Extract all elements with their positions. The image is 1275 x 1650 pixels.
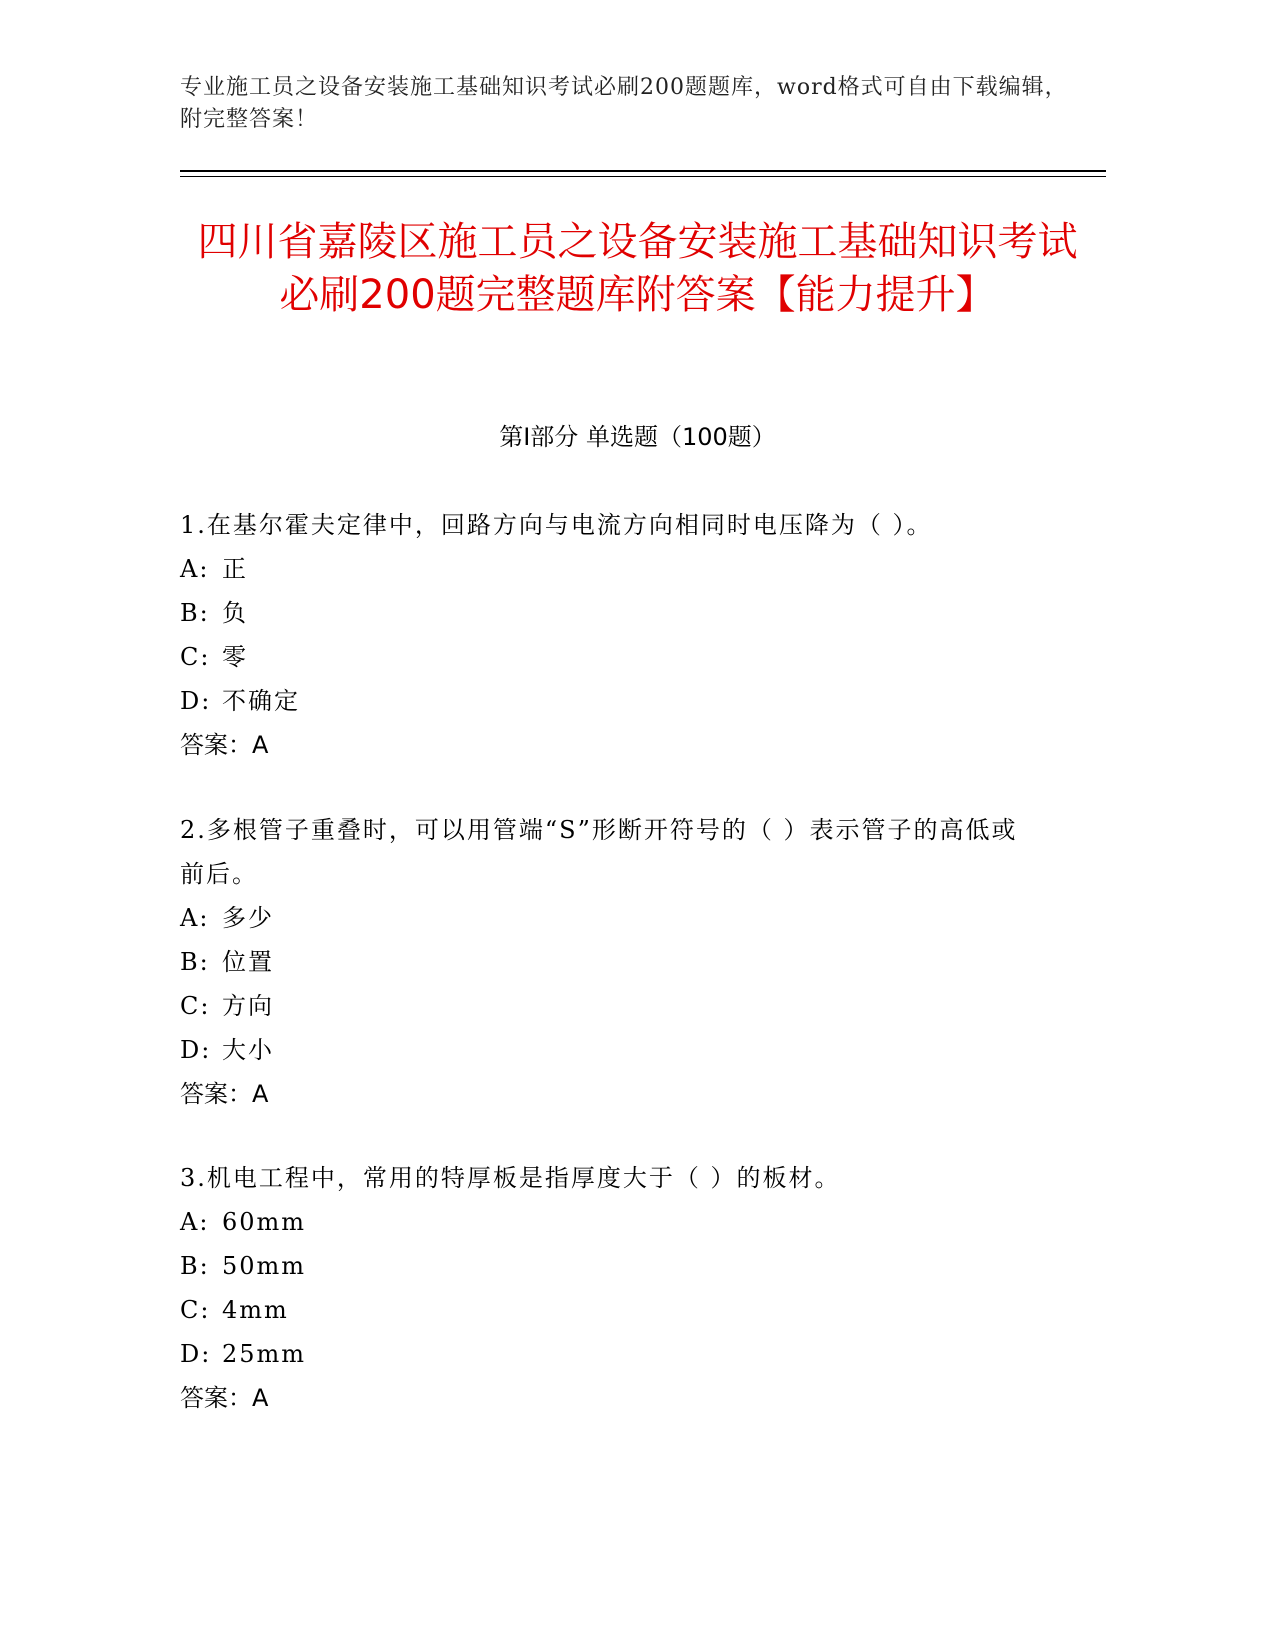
question-text: 2.多根管子重叠时，可以用管端“S”形断开符号的（ ）表示管子的高低或前后。 <box>180 816 1018 888</box>
document-title: 四川省嘉陵区施工员之设备安装施工基础知识考试必刷200题完整题库附答案【能力提升】 <box>197 219 1078 318</box>
question-1 <box>180 503 1040 767</box>
option-text: 多少 <box>222 904 274 932</box>
question-2 <box>180 808 1040 1116</box>
option-letter: B: <box>180 1252 210 1280</box>
option-b <box>180 1244 1040 1288</box>
option-a <box>180 547 1040 591</box>
option-text: 方向 <box>222 992 274 1020</box>
option-c <box>180 635 1040 679</box>
option-d <box>180 1028 1040 1072</box>
option-letter: D: <box>180 1036 212 1064</box>
option-letter: B: <box>180 599 210 627</box>
option-text: 位置 <box>222 948 274 976</box>
option-text: 25mm <box>222 1340 307 1368</box>
question-text: 3.机电工程中，常用的特厚板是指厚度大于（ ）的板材。 <box>180 1164 841 1192</box>
option-text: 负 <box>222 599 248 627</box>
option-letter: C: <box>180 992 211 1020</box>
option-letter: A: <box>180 904 210 932</box>
option-c <box>180 984 1040 1028</box>
option-text: 不确定 <box>222 687 300 715</box>
option-a <box>180 1200 1040 1244</box>
option-d <box>180 679 1040 723</box>
option-text: 60mm <box>222 1208 307 1236</box>
section-title: 第I部分 单选题（100题） <box>499 423 776 451</box>
option-text: 大小 <box>222 1036 274 1064</box>
option-letter: B: <box>180 948 210 976</box>
question-text: 1.在基尔霍夫定律中，回路方向与电流方向相同时电压降为（ ）。 <box>180 511 933 539</box>
option-letter: D: <box>180 1340 212 1368</box>
answer-line: 答案：A <box>180 1080 269 1108</box>
header-divider-thin <box>180 176 1106 177</box>
option-text: 零 <box>222 643 248 671</box>
option-letter: C: <box>180 1296 211 1324</box>
option-letter: A: <box>180 1208 210 1236</box>
option-letter: C: <box>180 643 211 671</box>
option-d <box>180 1332 1040 1376</box>
answer-line: 答案：A <box>180 731 269 759</box>
option-b <box>180 940 1040 984</box>
option-a <box>180 896 1040 940</box>
option-b <box>180 591 1040 635</box>
option-letter: D: <box>180 687 212 715</box>
option-c <box>180 1288 1040 1332</box>
header-note: 专业施工员之设备安装施工基础知识考试必刷200题题库，word格式可自由下载编辑，附完整答案！ <box>180 75 1068 132</box>
option-text: 4mm <box>222 1296 289 1324</box>
question-3 <box>180 1156 1040 1420</box>
header-divider-thick <box>180 170 1106 172</box>
option-letter: A: <box>180 555 210 583</box>
option-text: 正 <box>222 555 248 583</box>
option-text: 50mm <box>222 1252 307 1280</box>
answer-line: 答案：A <box>180 1384 269 1412</box>
